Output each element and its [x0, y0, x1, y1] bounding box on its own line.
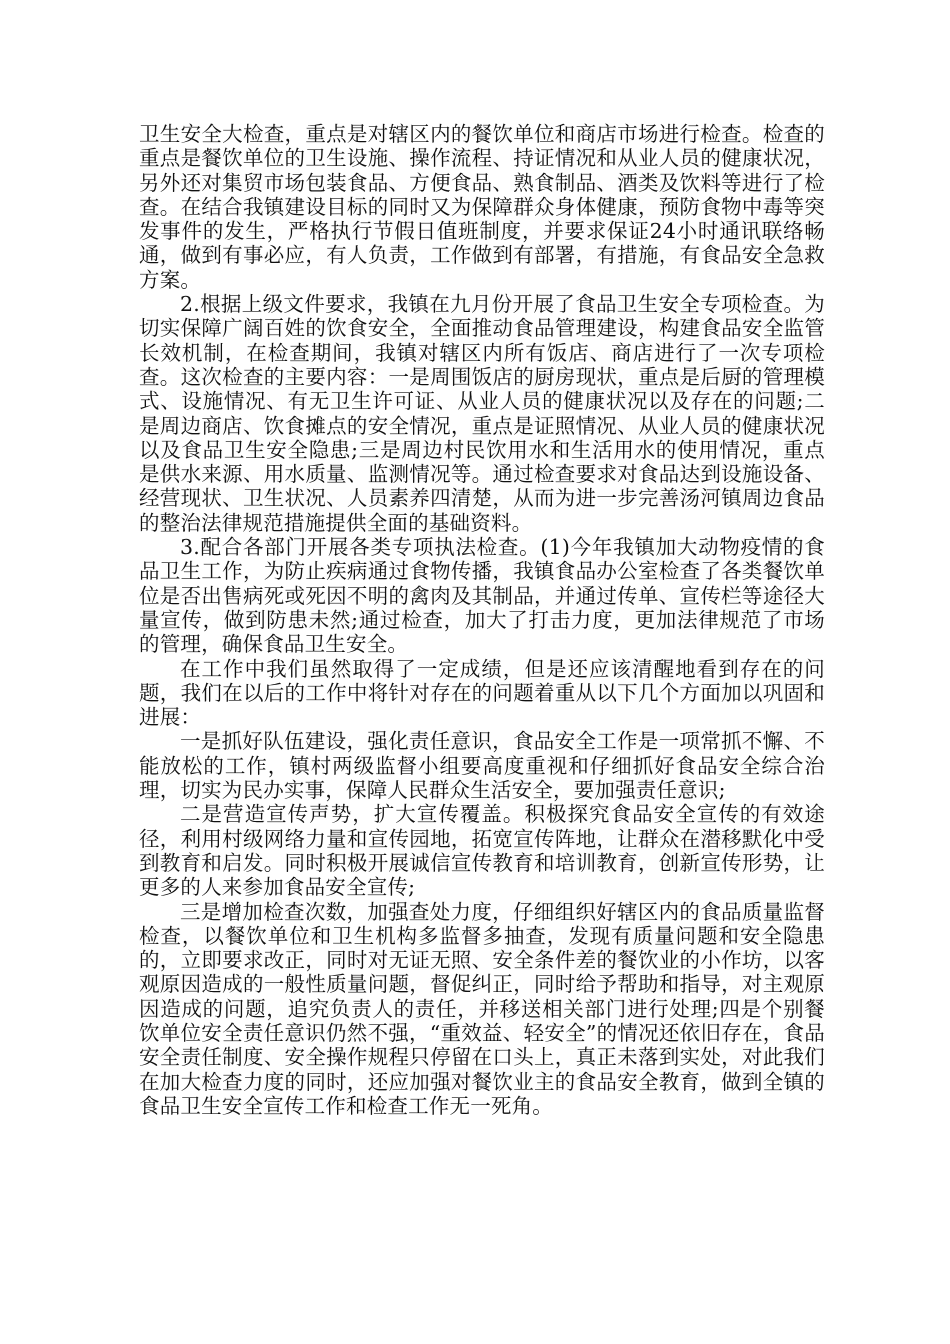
document-body	[139, 122, 825, 1118]
paragraph-3: 3.配合各部门开展各类专项执法检查。(1)今年我镇加大动物疫情的食品卫生工作，为防止疾病通过食物传播，我镇食品办公室检查了各类餐饮单位是否出售病死或死因不明的禽肉及其制品，并通过传单、宣传栏等途径大量宣传，做到防患未然;通过检查，加大了打击力度，更加法律规范了市场的管理，确保食品卫生安全。	[139, 535, 825, 657]
paragraph-1: 卫生安全大检查，重点是对辖区内的餐饮单位和商店市场进行检查。检查的重点是餐饮单位的卫生设施、操作流程、持证情况和从业人员的健康状况，另外还对集贸市场包装食品、方便食品、熟食制品、酒类及饮料等进行了检查。在结合我镇建设目标的同时又为保障群众身体健康，预防食物中毒等突发事件的发生，严格执行节假日值班制度，并要求保证24小时通讯联络畅通，做到有事必应，有人负责，工作做到有部署，有措施，有食品安全急救方案。	[139, 122, 825, 292]
paragraph-6: 二是营造宣传声势，扩大宣传覆盖。积极探究食品安全宣传的有效途径，利用村级网络力量和宣传园地，拓宽宣传阵地，让群众在潜移默化中受到教育和启发。同时积极开展诚信宣传教育和培训教育，创新宣传形势，让更多的人来参加食品安全宣传;	[139, 802, 825, 900]
paragraph-2: 2.根据上级文件要求，我镇在九月份开展了食品卫生安全专项检查。为切实保障广阔百姓的饮食安全，全面推动食品管理建设，构建食品安全监管长效机制，在检查期间，我镇对辖区内所有饭店、商店进行了一次专项检查。这次检查的主要内容：一是周围饭店的厨房现状，重点是后厨的管理模式、设施情况、有无卫生许可证、从业人员的健康状况以及存在的问题;二是周边商店、饮食摊点的安全情况，重点是证照情况、从业人员的健康状况以及食品卫生安全隐患;三是周边村民饮用水和生活用水的使用情况，重点是供水来源、用水质量、监测情况等。通过检查要求对食品达到设施设备、经营现状、卫生状况、人员素养四清楚，从而为进一步完善汤河镇周边食品的整治法律规范措施提供全面的基础资料。	[139, 292, 825, 535]
paragraph-7: 三是增加检查次数，加强查处力度，仔细组织好辖区内的食品质量监督检查，以餐饮单位和卫生机构多监督多抽查，发现有质量问题和安全隐患的，立即要求改正，同时对无证无照、安全条件差的餐饮业的小作坊，以客观原因造成的一般性质量问题，督促纠正，同时给予帮助和指导，对主观原因造成的问题，追究负责人的责任，并移送相关部门进行处理;四是个别餐饮单位安全责任意识仍然不强，“重效益、轻安全”的情况还依旧存在，食品安全责任制度、安全操作规程只停留在口头上，真正未落到实处，对此我们在加大检查力度的同时，还应加强对餐饮业主的食品安全教育，做到全镇的食品卫生安全宣传工作和检查工作无一死角。	[139, 899, 825, 1118]
paragraph-5: 一是抓好队伍建设，强化责任意识，食品安全工作是一项常抓不懈、不能放松的工作，镇村两级监督小组要高度重视和仔细抓好食品安全综合治理，切实为民办实事，保障人民群众生活安全，要加强责任意识;	[139, 729, 825, 803]
paragraph-4: 在工作中我们虽然取得了一定成绩，但是还应该清醒地看到存在的问题，我们在以后的工作中将针对存在的问题着重从以下几个方面加以巩固和进展：	[139, 656, 825, 730]
